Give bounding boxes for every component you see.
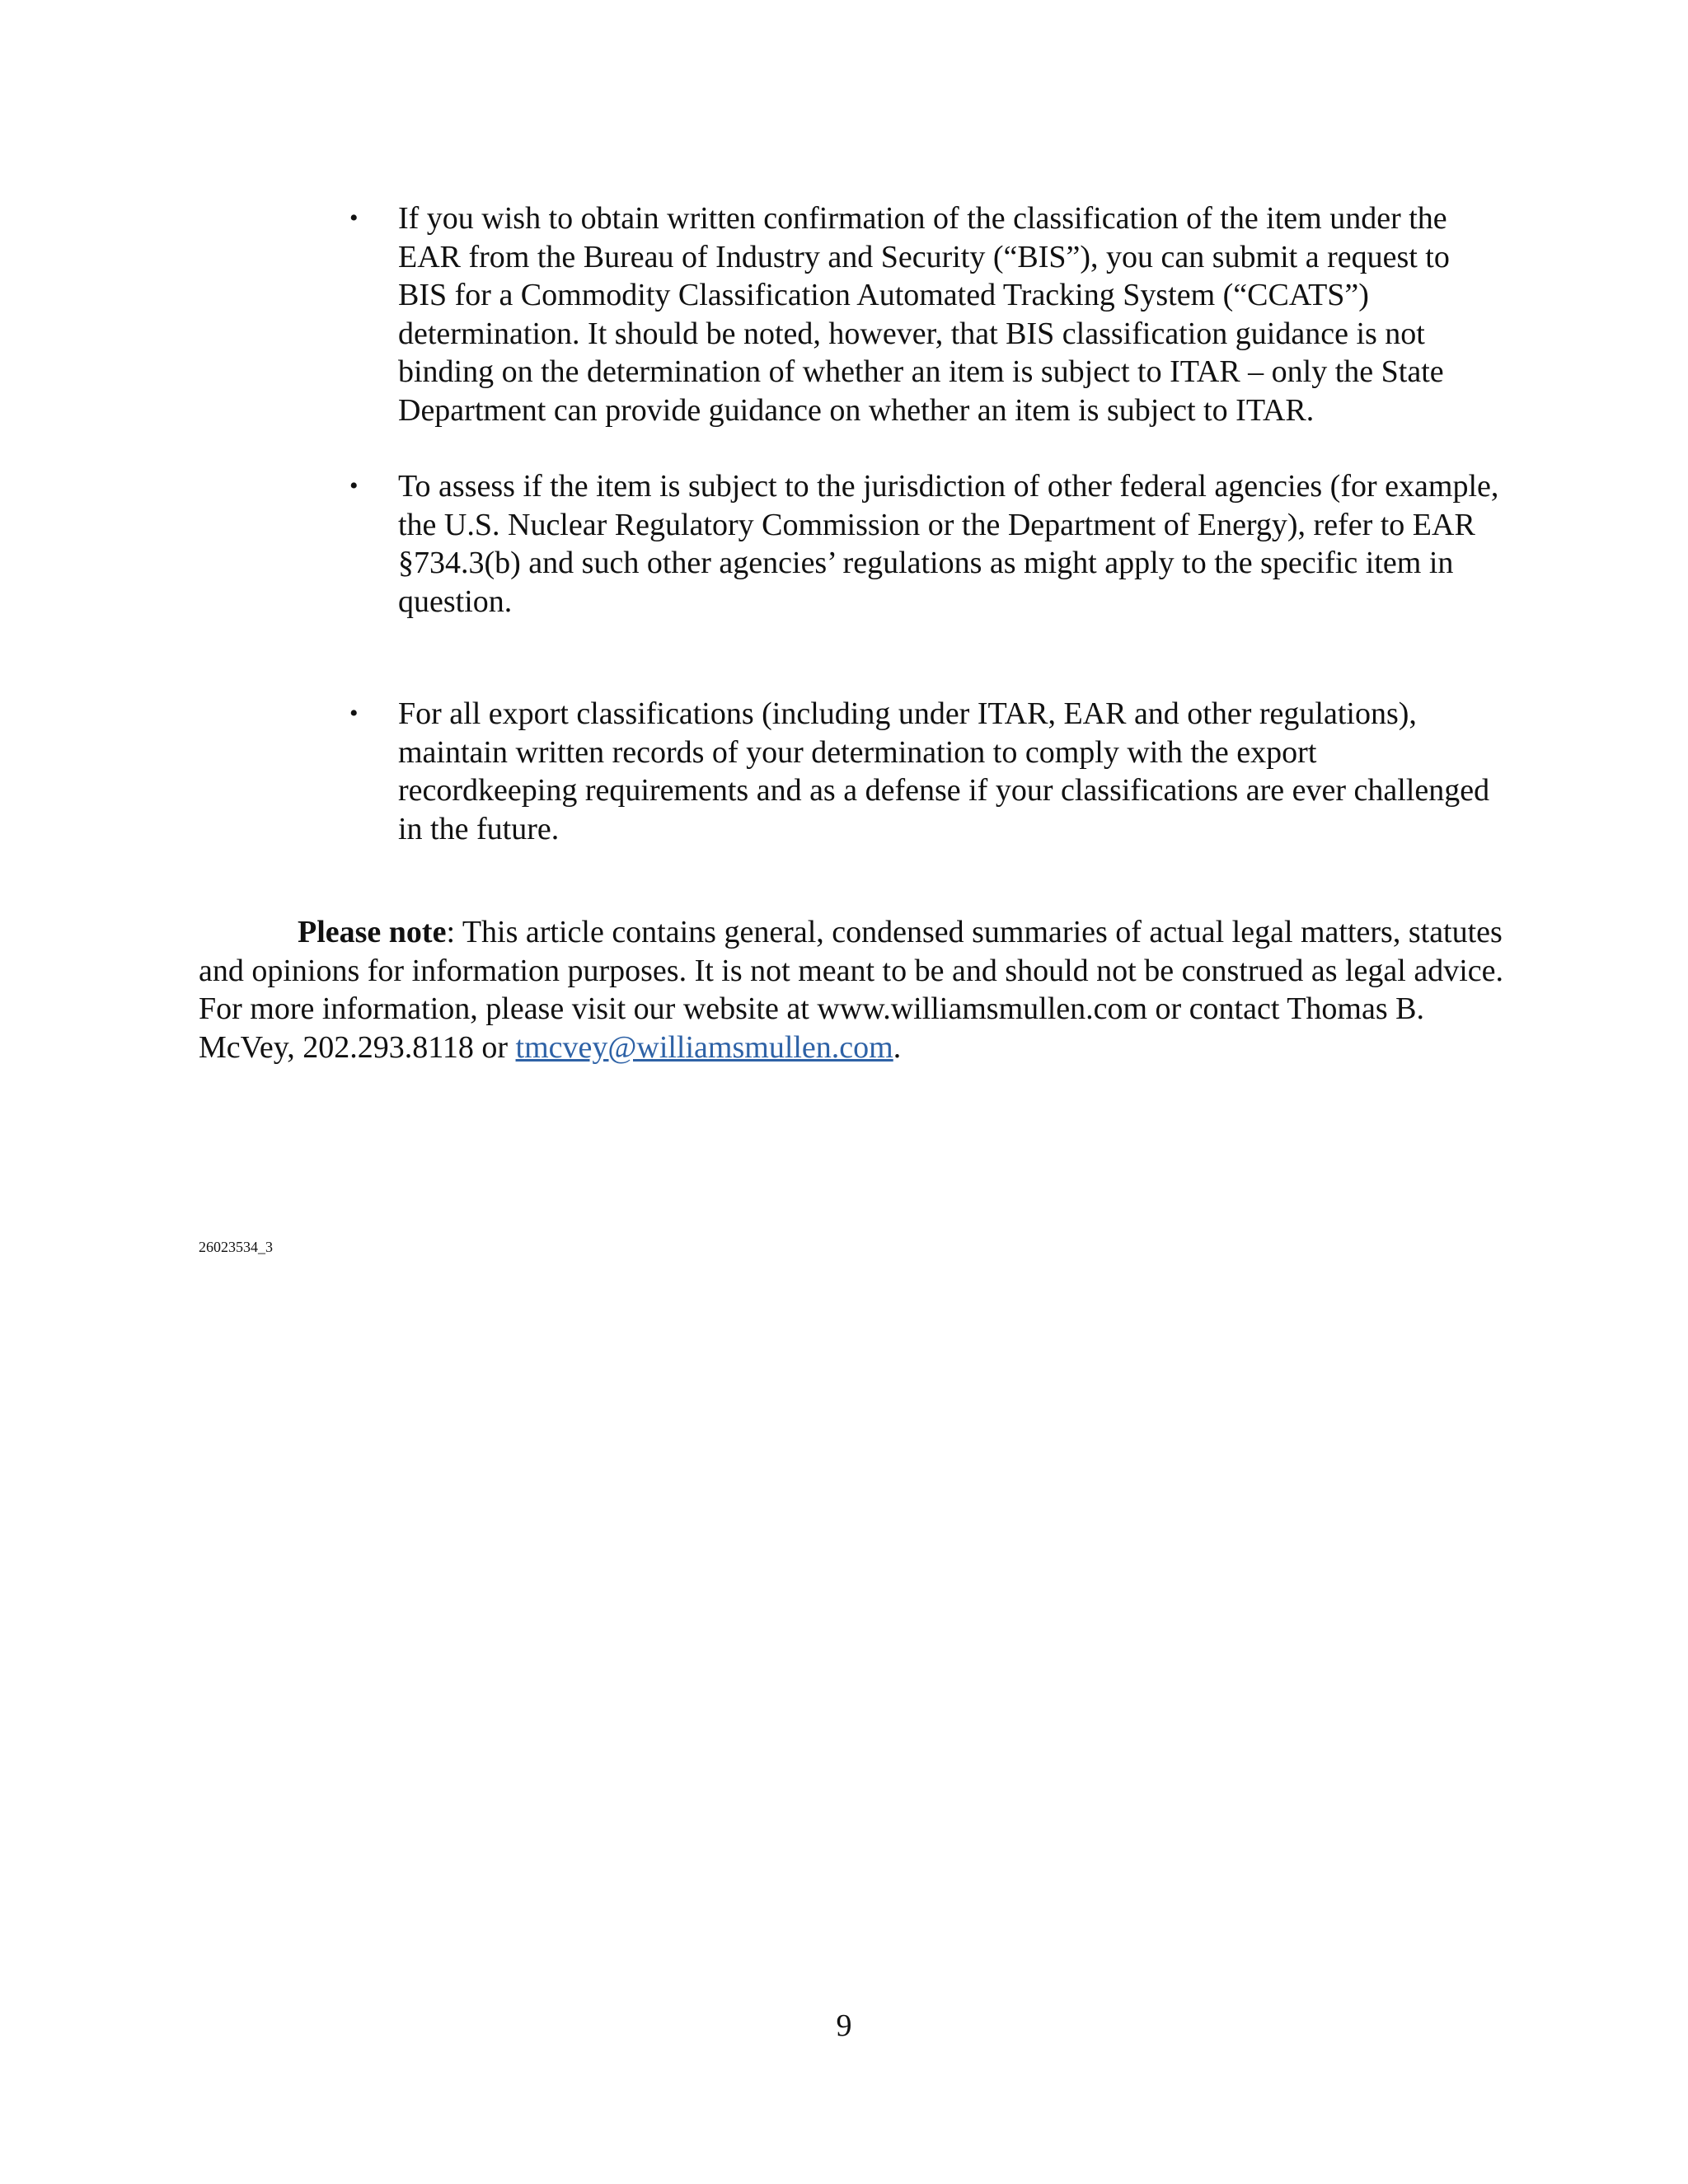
bullet-text: For all export classifications (including under ITAR, EAR and other regulations), maintain written records of your determination to comply with the export recordkeeping requirements and as a defense if your classifications are ever challenged in the future.	[398, 696, 1490, 846]
note-separator: :	[446, 915, 456, 949]
bullet-icon: •	[349, 472, 359, 499]
page-number: 9	[836, 2008, 852, 2043]
bullet-icon: •	[349, 204, 359, 232]
document-code: 26023534_3	[199, 1239, 273, 1255]
bullet-item-federal-agencies	[346, 467, 1500, 621]
bullet-text: To assess if the item is subject to the jurisdiction of other federal agencies (for example, the U.S. Nuclear Regulatory Commission or the Department of Energy), refer to EAR §734.3(b) and such other agencies’ regulations as might apply to the specific item in question.	[398, 469, 1499, 619]
email-link[interactable]: tmcvey@williamsmullen.com	[515, 1029, 893, 1065]
note-end: .	[893, 1029, 902, 1065]
note-label: Please note	[298, 915, 447, 949]
note-body: This article contains general, condensed summaries of actual legal matters, statutes and opinions for information purposes. It is not meant to be and should not be construed as legal advice. For more information, please visit our website at www.williamsmullen.com or contact Thomas B. McVey, 202.293.8118 or	[199, 915, 1503, 1065]
disclaimer-note	[199, 913, 1509, 1066]
bullet-text: If you wish to obtain written confirmation of the classification of the item under the EAR from the Bureau of Industry and Security (“BIS”), you can submit a request to BIS for a Commodity Classification Automated Tracking System (“CCATS”) determination. It should be noted, however, that BIS classification guidance is not binding on the determination of whether an item is subject to ITAR – only the State Department can provide guidance on whether an item is subject to ITAR.	[398, 201, 1450, 428]
bullet-item-recordkeeping	[346, 695, 1500, 848]
bullet-icon: •	[349, 700, 359, 727]
bullet-item-bis-ccats	[346, 199, 1500, 429]
bullet-list	[346, 199, 1500, 848]
